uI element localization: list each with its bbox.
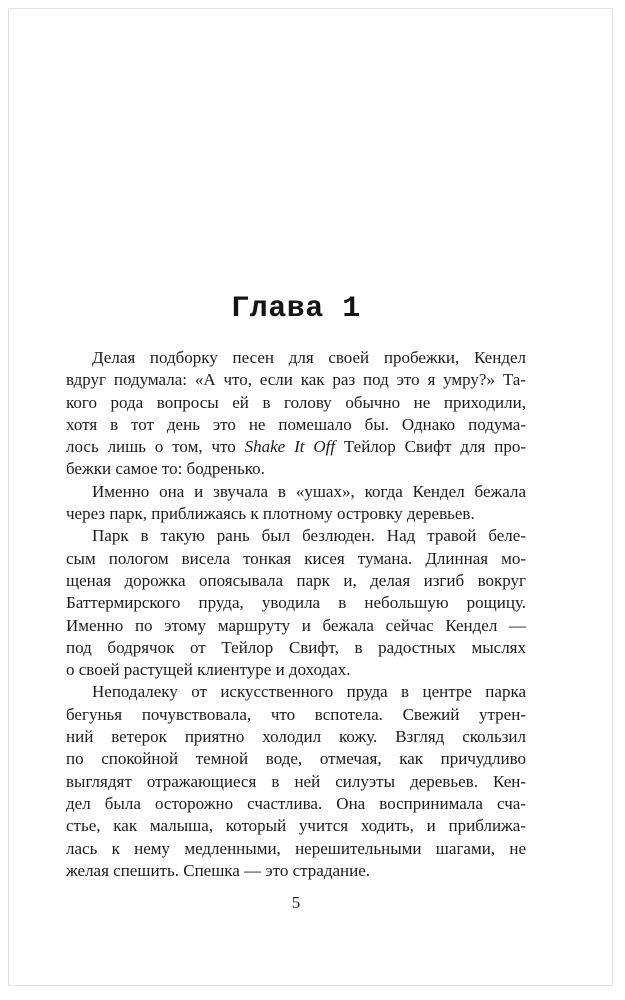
- body-text: выглядят отражающиеся в ней силуэты деревьев. Кен-: [66, 771, 526, 791]
- text-line: [66, 704, 526, 726]
- text-line: [66, 659, 526, 681]
- text-line: [66, 392, 526, 414]
- text-line: [66, 570, 526, 592]
- body-text: Неподалеку от искусственного пруда в центре парка: [92, 682, 526, 702]
- text-line: [66, 860, 526, 882]
- text-line: [66, 414, 526, 436]
- text-line: [66, 369, 526, 391]
- body-text: бегунья почувствовала, что вспотела. Свежий утрен-: [66, 704, 526, 724]
- body-text: щеная дорожка опоясывала парк и, делая изгиб вокруг: [66, 570, 526, 590]
- body-text: стье, как малыша, который учится ходить, и приближа-: [66, 816, 526, 836]
- body-text: лась к нему медленными, нерешительными шагами, не: [66, 838, 526, 858]
- text-line: [66, 436, 526, 458]
- body-text: ний ветерок приятно холодил кожу. Взгляд скользил: [66, 727, 526, 747]
- text-line: [66, 681, 526, 703]
- body-text: сым пологом висела тонкая кисея тумана. Длинная мо-: [66, 548, 526, 568]
- body-text: о своей растущей клиентуре и доходах.: [66, 660, 351, 680]
- text-line: [66, 793, 526, 815]
- text-line: [66, 726, 526, 748]
- body-text: кого рода вопросы ей в голову обычно не приходили,: [66, 392, 526, 412]
- body-text: Парк в такую рань был безлюден. Над травой беле-: [92, 526, 526, 546]
- body-text: под бодрячок от Тейлор Свифт, в радостных мыслях: [66, 637, 526, 657]
- text-line: [66, 347, 526, 369]
- body-text: бежки самое то: бодренько.: [66, 459, 265, 479]
- text-line: [66, 637, 526, 659]
- text-block: [66, 347, 526, 882]
- text-line: [66, 503, 526, 525]
- text-line: [66, 592, 526, 614]
- body-text: Именно по этому маршруту и бежала сейчас Кендел —: [66, 615, 526, 635]
- text-line: [66, 748, 526, 770]
- text-line: [66, 548, 526, 570]
- text-line: [66, 815, 526, 837]
- chapter-title: Глава 1: [231, 292, 361, 326]
- body-text: по спокойной темной воде, отмечая, как причудливо: [66, 749, 526, 769]
- body-text: дел была осторожно счастлива. Она воспринимала сча-: [66, 793, 526, 813]
- text-line: [66, 838, 526, 860]
- page-number: 5: [291, 893, 301, 912]
- text-line: [66, 615, 526, 637]
- text-line: [66, 481, 526, 503]
- body-text: хотя в тот день это не помешало бы. Однако подума-: [66, 414, 526, 434]
- body-text: Тейлор Свифт для про-: [335, 437, 526, 457]
- text-line: [66, 771, 526, 793]
- italic-text: Shake It Off: [244, 437, 336, 457]
- body-text: Делая подборку песен для своей пробежки, Кендел: [92, 348, 526, 367]
- body-text: желая спешить. Спешка — это страдание.: [66, 860, 371, 880]
- body-text: вдруг подумала: «А что, если как раз под это я умру?» Та-: [66, 370, 526, 390]
- body-text: лось лишь о том, что: [66, 437, 245, 457]
- text-line: [66, 525, 526, 547]
- body-text: Именно она и звучала в «ушах», когда Кендел бежала: [92, 481, 526, 501]
- body-text: Баттермирского пруда, уводила в небольшую рощицу.: [66, 593, 526, 613]
- body-text: через парк, приближаясь к плотному островку деревьев.: [66, 504, 475, 524]
- text-line: [66, 458, 526, 480]
